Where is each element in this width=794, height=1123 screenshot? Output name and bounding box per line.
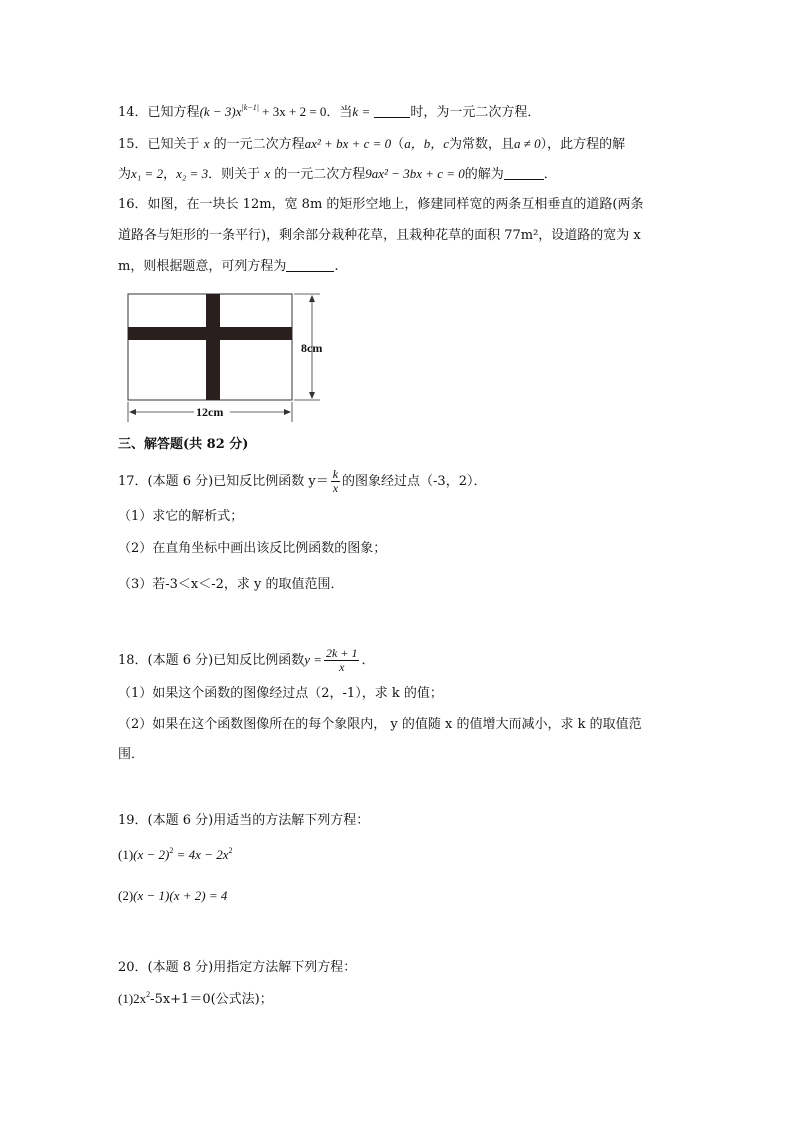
q16-line-2: 道路各与矩形的一条平行)，剩余部分栽种花草，且栽种花草的面积 77m²，设道路的宽为 x xyxy=(118,228,641,243)
q15-text: ． xyxy=(543,167,557,182)
q15-equation-2: 9ax² − 3bx + c = 0 xyxy=(365,166,465,181)
q15-text: （ xyxy=(391,137,405,152)
q19-part-1-lhs: (x − 2) xyxy=(133,847,170,862)
question-14 xyxy=(118,103,540,122)
q15-number: 15． xyxy=(118,137,148,152)
height-arrow-down xyxy=(309,392,315,399)
q17-fraction xyxy=(331,468,340,495)
q19-title: 19．(本题 6 分)用适当的方法解下列方程： xyxy=(118,813,370,828)
q19-part-1-exponent: 2 xyxy=(169,846,174,855)
width-arrow-left xyxy=(129,409,136,415)
q20-part-1-lhs: (1)2x xyxy=(118,991,147,1006)
q15-text: ），此方程的解 xyxy=(540,137,626,152)
q20-part-1-rest: -5x+1＝0(公式法)； xyxy=(150,992,273,1007)
q15-text: 为 xyxy=(118,167,132,182)
q17-text: 的图象经过点（-3，2）． xyxy=(342,474,487,489)
question-18 xyxy=(118,647,374,674)
q17-fraction-numerator: k xyxy=(332,467,339,481)
q15-equation: ax² + bx + c = 0 xyxy=(304,136,392,151)
q17-text: 17．(本题 6 分)已知反比例函数 y＝ xyxy=(118,474,329,489)
q15-text: 的一元二次方程 xyxy=(213,137,305,152)
q15-a-nonzero: a ≠ 0 xyxy=(513,136,541,151)
q19-part-2 xyxy=(118,887,227,906)
q15-coefficients: a，b，c xyxy=(404,136,449,151)
q17-part-3: （3）若-3＜x＜-2，求 y 的取值范围． xyxy=(118,577,344,592)
q15-root-1: x₁ = 2 xyxy=(131,166,164,181)
width-label: 12cm xyxy=(196,405,224,419)
q15-text: 已知关于 xyxy=(147,137,200,152)
question-17 xyxy=(118,468,486,495)
q18-part-1: （1）如果这个函数的图像经过点（2，-1），求 k 的值； xyxy=(118,686,443,701)
q18-fraction-denominator: x xyxy=(339,660,345,674)
q16-line-1: 16．如图，在一块长 12m，宽 8m 的矩形空地上，修建同样宽的两条互相垂直的道路(两条 xyxy=(118,197,644,212)
q15-text: 为常数，且 xyxy=(448,137,514,152)
q19-part-1-label: (1) xyxy=(118,847,134,862)
q14-equation-b: + 3x + 2 = 0 xyxy=(258,104,327,119)
q14-exponent: |k−1| xyxy=(241,103,259,112)
q19-part-2-label: (2) xyxy=(118,888,134,903)
q14-text: 已知方程 xyxy=(147,105,200,120)
q15-answer-blank[interactable] xyxy=(504,166,544,180)
q15-text: 的解为 xyxy=(464,167,504,182)
q18-part-2-cont: 围． xyxy=(118,747,145,762)
section-3-heading: 三、解答题(共 82 分) xyxy=(118,437,249,452)
q20-part-1 xyxy=(118,990,273,1009)
q16-text: . xyxy=(334,259,339,274)
q19-part-2-equation: (x − 1)(x + 2) = 4 xyxy=(133,888,228,903)
q19-part-1-rhs: = 4x − 2x xyxy=(173,847,229,862)
vertical-road xyxy=(206,294,220,400)
q16-text: m，则根据题意，可列方程为 xyxy=(118,259,287,274)
q15-root-2: x₂ = 3 xyxy=(176,166,209,181)
q14-k-eq: k = xyxy=(352,104,371,119)
q18-fraction xyxy=(324,647,359,674)
q20-title: 20．(本题 8 分)用指定方法解下列方程： xyxy=(118,960,357,975)
q18-part-2: （2）如果在这个函数图像所在的每个象限内， y 的值随 x 的值增大而减小，求 k 的取值范 xyxy=(118,717,642,732)
q18-text: ． xyxy=(361,653,375,668)
question-15-line-2 xyxy=(118,165,557,184)
height-label: 8cm xyxy=(301,341,323,355)
q18-y-eq: y = xyxy=(304,652,323,667)
q19-part-1 xyxy=(118,846,232,865)
q14-answer-blank[interactable] xyxy=(374,104,410,118)
height-arrow-up xyxy=(309,295,315,302)
question-15-line-1 xyxy=(118,135,625,154)
q15-text: 的一元二次方程 xyxy=(274,167,366,182)
q16-line-3 xyxy=(118,258,338,276)
q15-comma: ， xyxy=(163,167,177,182)
q17-fraction-denominator: x xyxy=(332,481,339,495)
q19-part-1-exponent-2: 2 xyxy=(228,846,233,855)
road-rectangle-figure xyxy=(118,288,358,426)
q14-text-end: 时，为一元二次方程． xyxy=(410,105,541,120)
q18-fraction-numerator: 2k + 1 xyxy=(326,646,358,660)
q15-var-x: x xyxy=(203,136,210,151)
q18-text: 18．(本题 6 分)已知反比例函数 xyxy=(118,653,305,668)
q14-number: 14． xyxy=(118,105,148,120)
q17-part-1: （1）求它的解析式； xyxy=(118,509,244,524)
q16-answer-blank[interactable] xyxy=(286,258,334,272)
q14-text-when: ．当 xyxy=(326,105,353,120)
q20-part-1-exponent: 2 xyxy=(146,990,151,999)
q14-equation-a: (k − 3)x xyxy=(199,104,242,119)
width-arrow-right xyxy=(284,409,291,415)
q15-var-x: x xyxy=(264,166,271,181)
q17-part-2: （2）在直角坐标中画出该反比例函数的图象； xyxy=(118,541,387,556)
q15-text: ．则关于 xyxy=(208,167,261,182)
